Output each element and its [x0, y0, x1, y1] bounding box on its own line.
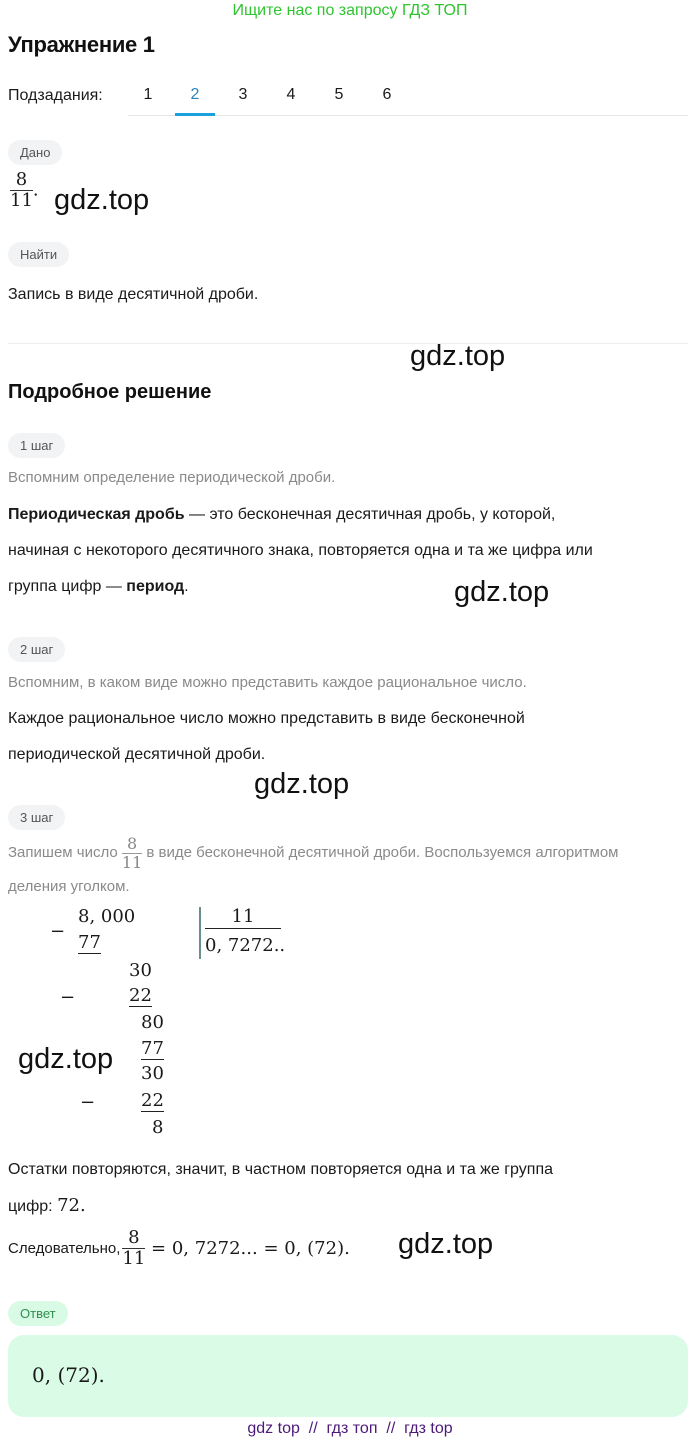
ld-row: 30 — [129, 960, 152, 981]
step-2-chip: 2 шаг — [8, 637, 65, 662]
step-3-chip: 3 шаг — [8, 805, 65, 830]
step-1-chip: 1 шаг — [8, 433, 65, 458]
watermark: gdz.top — [18, 1043, 114, 1075]
conclusion-line-2: цифр: 72. — [8, 1195, 86, 1216]
watermark: gdz.top — [410, 340, 506, 372]
given-fraction: $\frac{8}{11}$ — [10, 169, 33, 211]
answer-chip: Ответ — [8, 1301, 68, 1326]
watermark: gdz.top — [254, 768, 350, 800]
conclusion-line-1: Остатки повторяются, значит, в частном повторяется одна и та же группа — [8, 1161, 553, 1178]
active-tab-indicator — [175, 113, 215, 116]
step-1-line-1: Периодическая дробь — это бесконечная десятичная дробь, у которой, — [8, 506, 556, 523]
step-2-line-2: периодической десятичной дроби. — [8, 746, 266, 763]
step-1-line-3: группа цифр — период. — [8, 578, 189, 595]
ld-row: 8 — [152, 1117, 164, 1138]
solution-heading: Подробное решение — [8, 381, 212, 403]
subtask-tabs — [128, 78, 688, 116]
ld-row: 80 — [141, 1012, 164, 1033]
division-bracket — [199, 907, 201, 959]
step-2-hint: Вспомним, в каком виде можно представить каждое рациональное число. — [8, 674, 527, 691]
ld-row: 77 — [141, 1038, 164, 1059]
hint-fraction: $\frac{8}{11}$ — [121, 834, 143, 872]
watermark: gdz.top — [454, 576, 550, 608]
answer-value: 0, (72). — [32, 1363, 105, 1387]
tab-4[interactable]: 4 — [286, 86, 296, 103]
answer-box — [8, 1335, 688, 1417]
subtasks-label: Подзадания: — [8, 87, 103, 104]
find-chip: Найти — [8, 242, 69, 267]
ld-row: 30 — [141, 1063, 164, 1084]
tab-1[interactable]: 1 — [143, 86, 153, 103]
minus-sign: − — [50, 921, 66, 942]
ld-row: 77 — [78, 932, 101, 953]
step-3-hint: Запишем число $\frac{8}{11}$ в виде бесконечной десятичной дроби. Воспользуемся алгоритмом — [8, 834, 619, 872]
watermark: gdz.top — [398, 1228, 494, 1260]
tab-6[interactable]: 6 — [382, 86, 392, 103]
dividend: 8, 000 — [78, 906, 136, 927]
quotient: 0, 7272.. — [205, 935, 286, 956]
footer-links: gdz top // гдз топ // гдз top — [247, 1420, 453, 1437]
tab-5[interactable]: 5 — [334, 86, 344, 103]
promo-banner: Ищите нас по запросу ГДЗ ТОП — [232, 2, 468, 19]
find-text: Запись в виде десятичной дроби. — [8, 286, 259, 303]
page-title: Упражнение 1 — [8, 32, 155, 57]
given-chip: Дано — [8, 140, 62, 165]
minus-sign: − — [80, 1092, 96, 1113]
section-divider — [8, 343, 688, 344]
step-1-hint: Вспомним определение периодической дроби. — [8, 469, 336, 486]
therefore-line: Следовательно, $\frac{8}{11}$ = 0, 7272... = 0, (72). — [8, 1227, 350, 1269]
step-1-line-2: начиная с некоторого десятичного знака, повторяется одна и та же цифра или — [8, 542, 593, 559]
given-expression: $\frac{8}{11}$ . — [10, 169, 39, 211]
ld-row: 22 — [129, 985, 152, 1006]
tab-2[interactable]: 2 — [190, 86, 200, 103]
tab-3[interactable]: 3 — [238, 86, 248, 103]
step-2-line-1: Каждое рациональное число можно представить в виде бесконечной — [8, 710, 525, 727]
therefore-fraction: $\frac{8}{11}$ — [122, 1227, 146, 1269]
watermark: gdz.top — [54, 184, 150, 216]
step-3-hint-line-2: деления уголком. — [8, 878, 130, 895]
divisor: 11 — [205, 906, 281, 929]
ld-row: 22 — [141, 1090, 164, 1111]
minus-sign: − — [60, 987, 76, 1008]
